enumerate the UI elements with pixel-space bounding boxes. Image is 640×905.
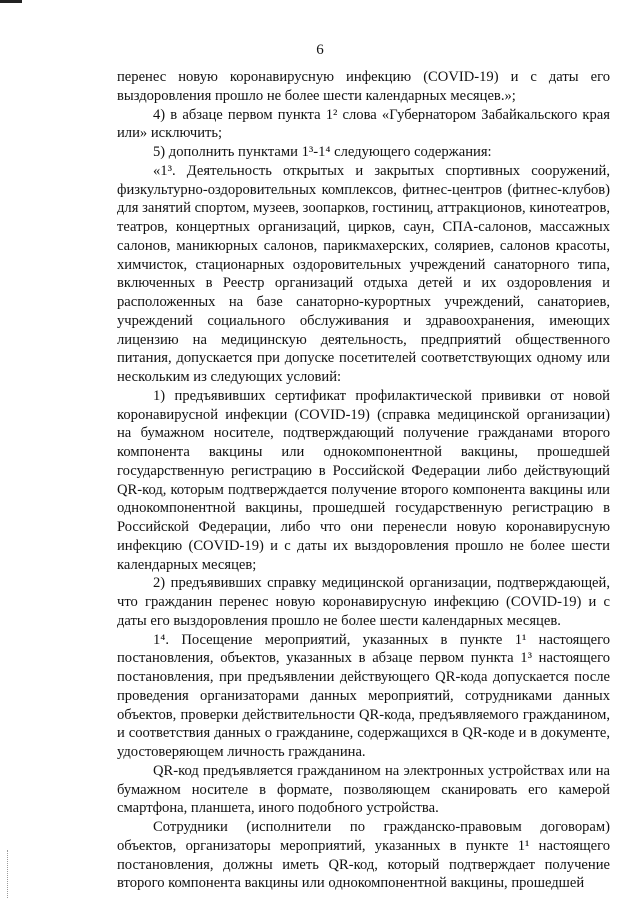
paragraph-staff: Сотрудники (исполнители по гражданско-правовым договорам) объектов, организаторы мероприятий, указанных в пункте 1¹ настоящего постановления, должны иметь QR-код, который подтверждает получение второго компонента вакцины или однокомпонентной вакцины, прошедшей	[117, 819, 610, 892]
paragraph-point-1-3: «1³. Деятельность открытых и закрытых спортивных сооружений, физкультурно-оздоровительных комплексов, фитнес-центров (фитнес-клубов) для занятий спортом, музеев, зоопарков, гостиниц, аттракционов, кинотеатров, театров, концертных организаций, цирков, саун, СПА-салонов, массажных салонов, маникюрных салонов, парикмахерских, соляриев, салонов красоты, химчисток, стационарных оздоровительных учреждений санаторного типа, включенных в Реестр организаций отдыха детей и их оздоровления и расположенных на базе санаторно-курортных учреждений, санаториев, учреждений социального обслуживания и здравоохранения, имеющих лицензию на медицинскую деятельность, предприятий общественного питания, допускается при допуске посетителей соответствующих одному или нескольким из следующих условий:	[117, 162, 610, 385]
paragraph-condition-1: 1) предъявивших сертификат профилактической прививки от новой коронавирусной инфекции (COVID-19) (справка медицинской организации) на бумажном носителе, подтверждающий получение гражданами второго компонента вакцины или однокомпонентной вакцины, прошедшей государственную регистрацию в Российской Федерации либо действующий QR-код, которым подтверждается получение второго компонента вакцины или однокомпонентной вакцины, прошедшей государственную регистрацию в Российской Федерации, либо что они перенесли новую коронавирусную инфекцию (COVID-19) и с даты их выздоровления прошло не более шести календарных месяцев;	[117, 387, 610, 573]
scan-edge-marks	[7, 850, 10, 898]
paragraph-item-5: 5) дополнить пунктами 1³-1⁴ следующего содержания:	[153, 144, 492, 160]
document-body	[117, 68, 610, 893]
paragraph-point-1-4: 1⁴. Посещение мероприятий, указанных в пункте 1¹ настоящего постановления, объектов, указанных в абзаце первом пункта 1³ настоящего постановления, при предъявлении действующего QR-кода допускается после проведения организаторами данных мероприятий, сотрудниками данных объектов, проверки действительности QR-кода, предъявляемого гражданином, и соответствия данных о гражданине, содержащихся в QR-коде и в документе, удостоверяющем личность гражданина.	[117, 631, 610, 760]
paragraph-continuation: перенес новую коронавирусную инфекцию (COVID-19) и с даты его выздоровления прошло не более шести календарных месяцев.»;	[117, 69, 610, 104]
page-number: 6	[316, 42, 324, 58]
paragraph-qr-code: QR-код предъявляется гражданином на электронных устройствах или на бумажном носителе в формате, позволяющем сканировать его камерой смартфона, планшета, иного подобного устройства.	[117, 762, 610, 817]
paragraph-item-4: 4) в абзаце первом пункта 1² слова «Губернатором Забайкальского края или» исключить;	[117, 106, 610, 142]
paragraph-condition-2: 2) предъявивших справку медицинской организации, подтверждающей, что гражданин перенес новую коронавирусную инфекцию (COVID-19) и с даты его выздоровления прошло не более шести календарных месяцев.	[117, 575, 610, 629]
scan-corner-mark	[0, 0, 22, 3]
